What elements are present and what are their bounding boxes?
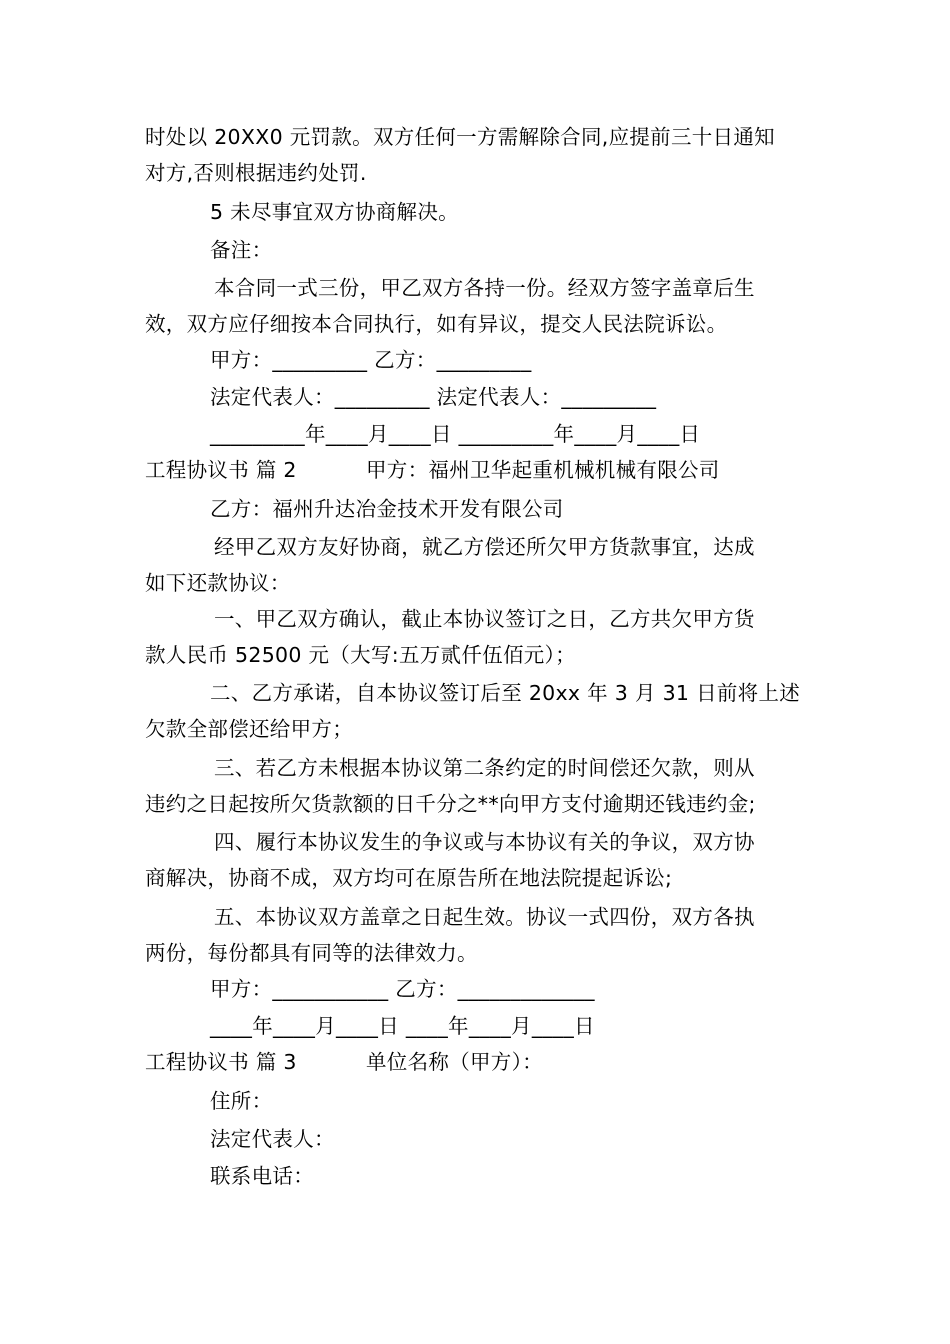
section-heading-3: 工程协议书 篇 3: [145, 1050, 297, 1074]
clause-5: 5 未尽事宜双方协商解决。: [210, 200, 459, 224]
article-2-line-1: 二、乙方承诺，自本协议签订后至 20xx 年 3 月 31 日前将上述: [210, 681, 801, 705]
intro-line-1: 经甲乙双方友好协商，就乙方偿还所欠甲方货款事宜，达成: [214, 535, 755, 559]
address-label: 住所：: [210, 1089, 273, 1113]
article-5-line-1: 五、本协议双方盖章之日起生效。协议一式四份，双方各执: [214, 905, 755, 929]
article-4-line-1: 四、履行本协议发生的争议或与本协议有关的争议，双方协: [214, 830, 755, 854]
article-5-line-2: 两份，每份都具有同等的法律效力。: [145, 941, 478, 965]
remarks-line-2: 效，双方应仔细按本合同执行，如有异议，提交人民法院诉讼。: [145, 312, 728, 336]
party-a-name: 甲方：福州卫华起重机械机械有限公司: [366, 458, 720, 482]
party-b-name: 乙方：福州升达冶金技术开发有限公司: [210, 497, 564, 521]
article-1-line-1: 一、甲乙双方确认，截止本协议签订之日，乙方共欠甲方货: [214, 607, 755, 631]
date-line-2: ____年____月____日 ____年____月____日: [210, 1014, 595, 1038]
article-2-line-2: 欠款全部偿还给甲方；: [145, 717, 353, 741]
article-4-line-2: 商解决，协商不成，双方均可在原告所在地法院提起诉讼;: [145, 866, 673, 890]
article-3-line-2: 违约之日起按所欠货款额的日千分之**向甲方支付逾期还钱违约金;: [145, 792, 756, 816]
phone-label: 联系电话：: [210, 1164, 314, 1188]
date-line-1: _________年____月____日 _________年____月____日: [210, 422, 701, 446]
party-signature-line-2: 甲方：___________ 乙方：_____________: [210, 977, 595, 1001]
party-signature-line: 甲方：_________ 乙方：_________: [210, 348, 532, 372]
intro-line-2: 如下还款协议：: [145, 571, 291, 595]
paragraph-line-2: 对方,否则根据违约处罚.: [145, 161, 367, 185]
remarks-heading: 备注：: [210, 238, 273, 262]
legal-rep-signature-line: 法定代表人：_________ 法定代表人：_________: [210, 385, 657, 409]
article-3-line-1: 三、若乙方未根据本协议第二条约定的时间偿还欠款，则从: [214, 756, 755, 780]
legal-rep-label: 法定代表人：: [210, 1127, 335, 1151]
unit-name-label: 单位名称（甲方）：: [366, 1050, 543, 1074]
remarks-line-1: 本合同一式三份，甲乙双方各持一份。经双方签字盖章后生: [214, 276, 755, 300]
section-heading-2: 工程协议书 篇 2: [145, 458, 297, 482]
paragraph-line-1: 时处以 20XX0 元罚款。双方任何一方需解除合同,应提前三十日通知: [145, 125, 775, 149]
article-1-line-2: 款人民币 52500 元（大写:五万贰仟伍佰元）；: [145, 643, 576, 667]
